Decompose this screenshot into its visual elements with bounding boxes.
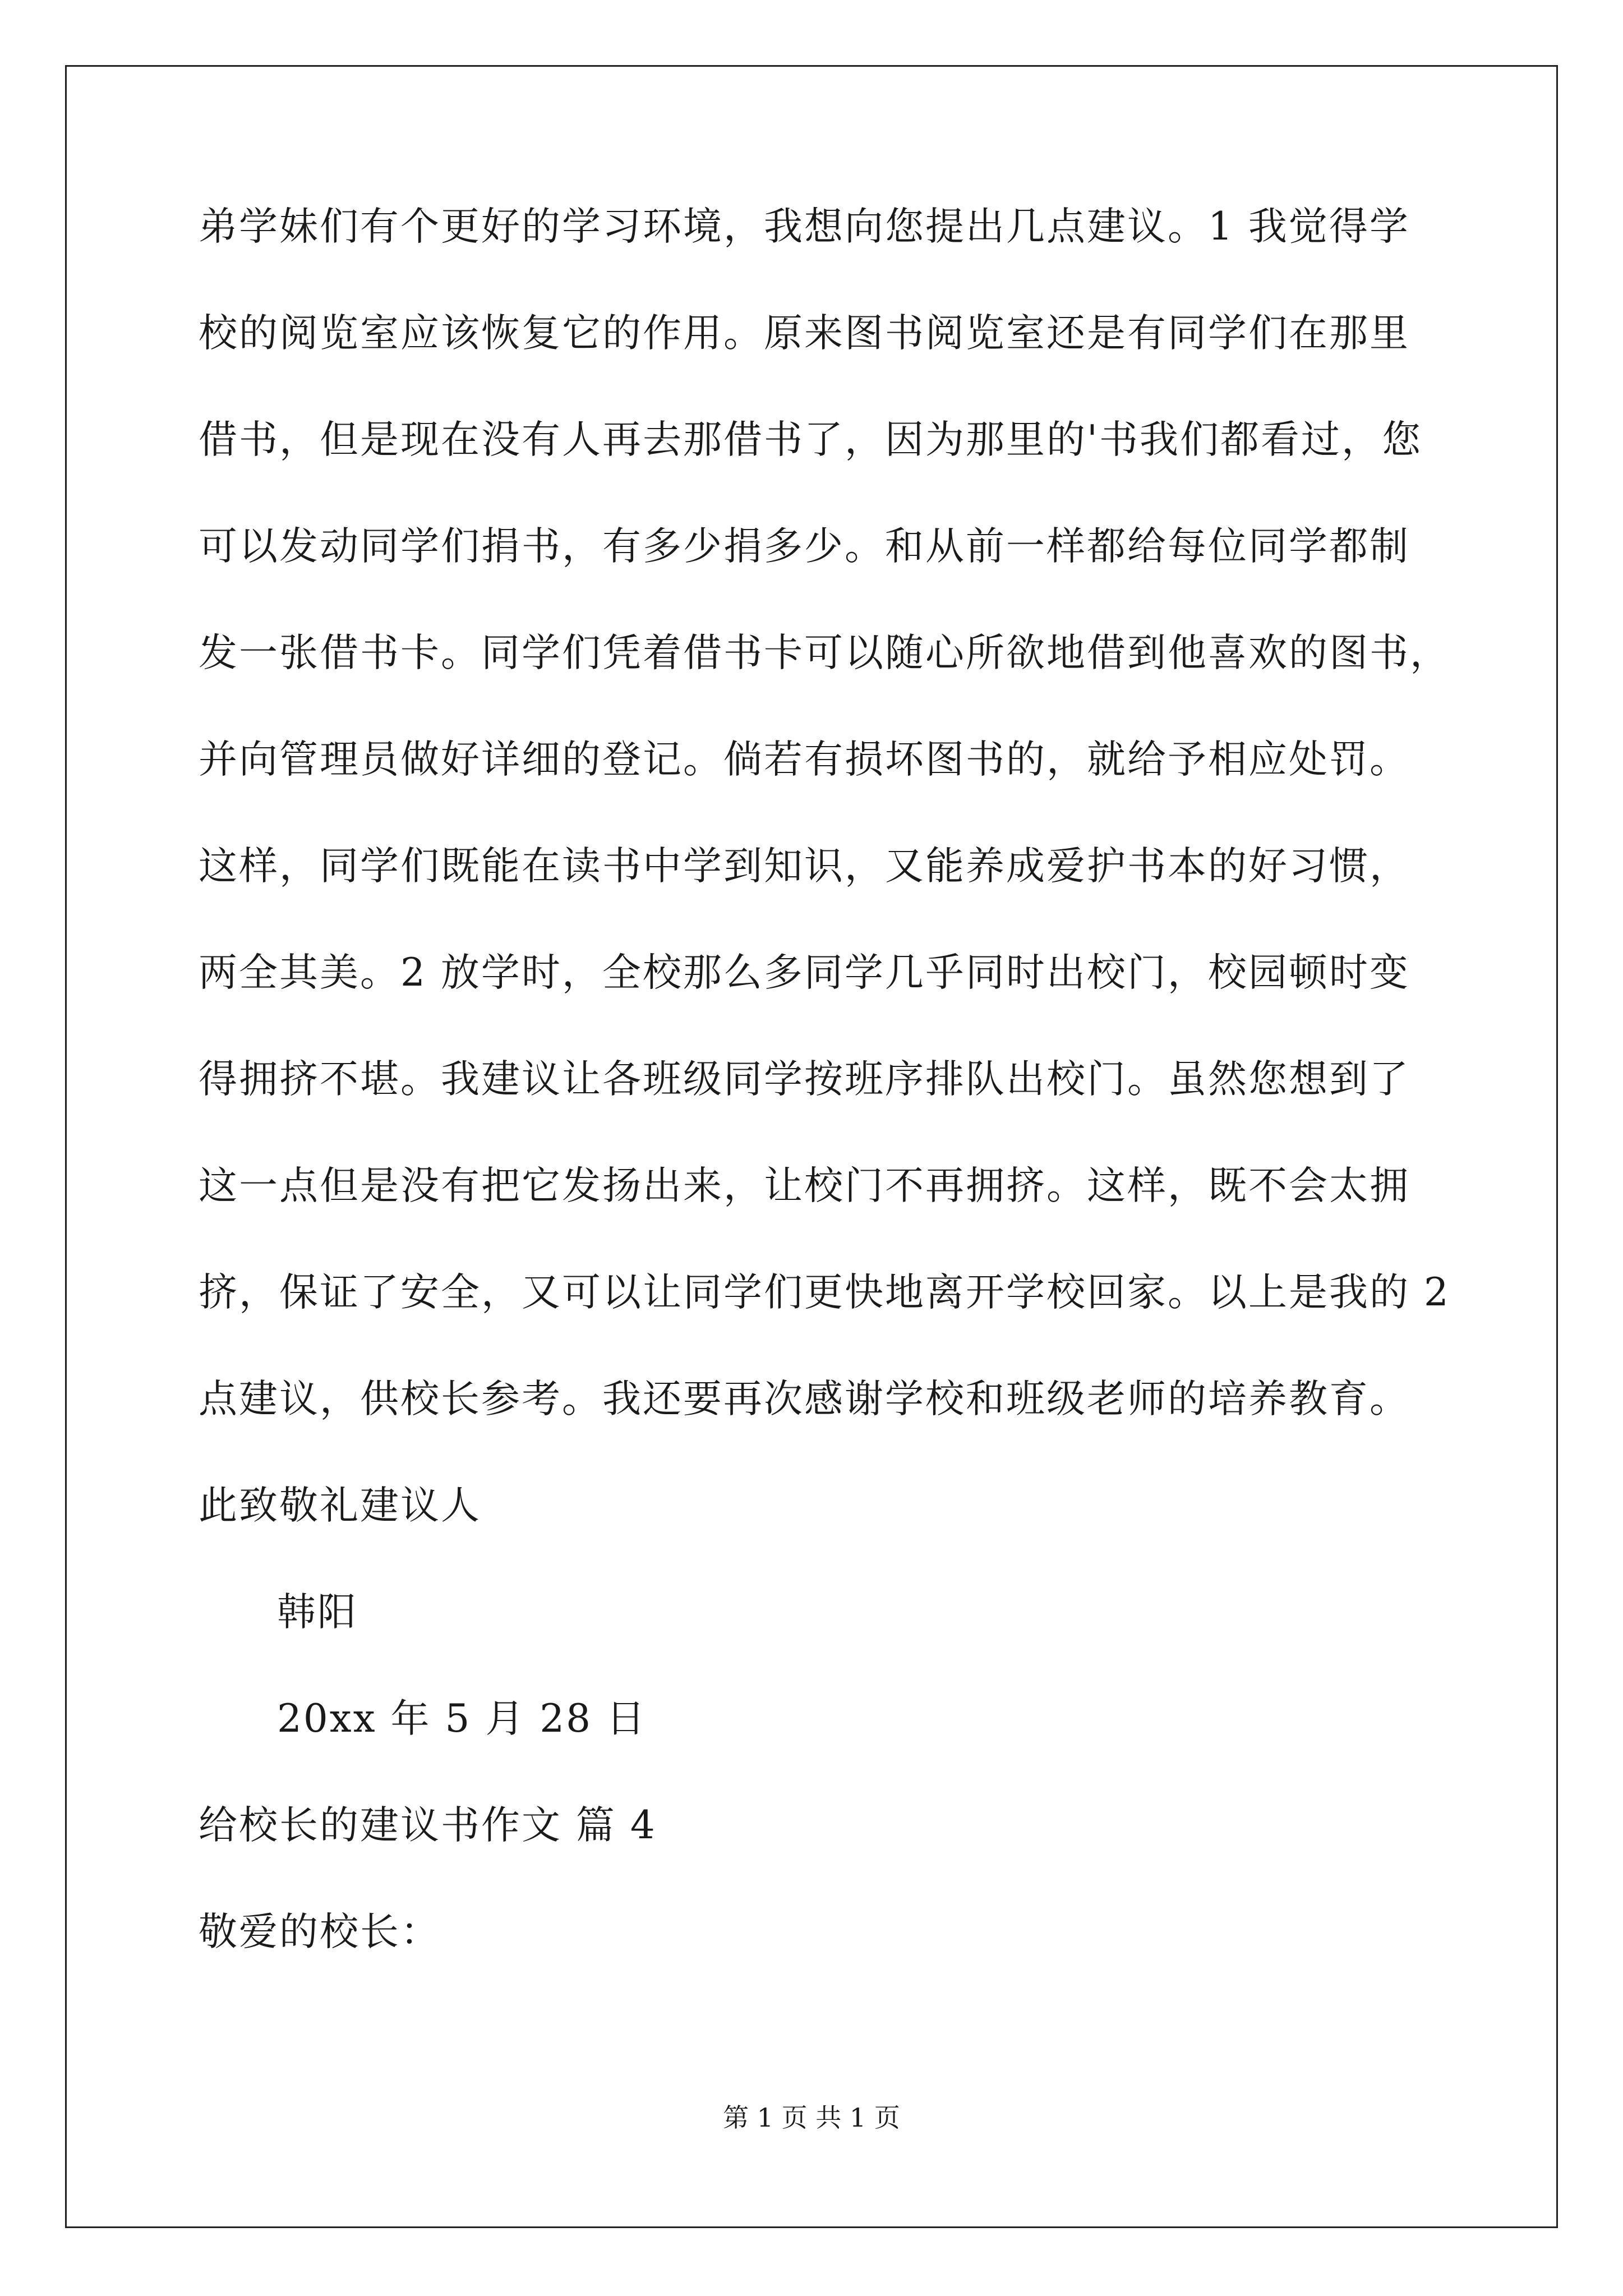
body-line-10: 这一点但是没有把它发扬出来，让校门不再拥挤。这样，既不会太拥 bbox=[199, 1163, 1410, 1208]
next-essay-title: 给校长的建议书作文 篇 4 bbox=[199, 1803, 657, 1848]
body-line-7: 这样，同学们既能在读书中学到知识，又能养成爱护书本的好习惯， bbox=[199, 844, 1410, 889]
closing-line: 此致敬礼建议人 bbox=[199, 1483, 481, 1528]
signature-date: 20xx 年 5 月 28 日 bbox=[277, 1696, 647, 1741]
body-line-8: 两全其美。2 放学时，全校那么多同学几乎同时出校门，校园顿时变 bbox=[199, 950, 1410, 995]
body-line-1: 弟学妹们有个更好的学习环境，我想向您提出几点建议。1 我觉得学 bbox=[199, 204, 1410, 249]
body-line-6: 并向管理员做好详细的登记。倘若有损坏图书的，就给予相应处罚。 bbox=[199, 737, 1410, 782]
body-line-9: 得拥挤不堪。我建议让各班级同学按班序排队出校门。虽然您想到了 bbox=[199, 1057, 1410, 1102]
page-number-footer: 第 1 页 共 1 页 bbox=[723, 2102, 900, 2133]
body-line-4: 可以发动同学们捐书，有多少捐多少。和从前一样都给每位同学都制 bbox=[199, 524, 1410, 569]
next-essay-salutation: 敬爱的校长： bbox=[199, 1910, 441, 1954]
body-line-11: 挤，保证了安全，又可以让同学们更快地离开学校回家。以上是我的 2 bbox=[199, 1270, 1450, 1315]
body-line-5: 发一张借书卡。同学们凭着借书卡可以随心所欲地借到他喜欢的图书， bbox=[199, 631, 1450, 675]
body-line-3: 借书，但是现在没有人再去那借书了，因为那里的'书我们都看过，您 bbox=[199, 417, 1422, 462]
document-body bbox=[199, 204, 1460, 2019]
signature-name: 韩阳 bbox=[277, 1590, 358, 1635]
body-line-2: 校的阅览室应该恢复它的作用。原来图书阅览室还是有同学们在那里 bbox=[199, 311, 1410, 356]
body-line-12: 点建议，供校长参考。我还要再次感谢学校和班级老师的培养教育。 bbox=[199, 1377, 1410, 1421]
